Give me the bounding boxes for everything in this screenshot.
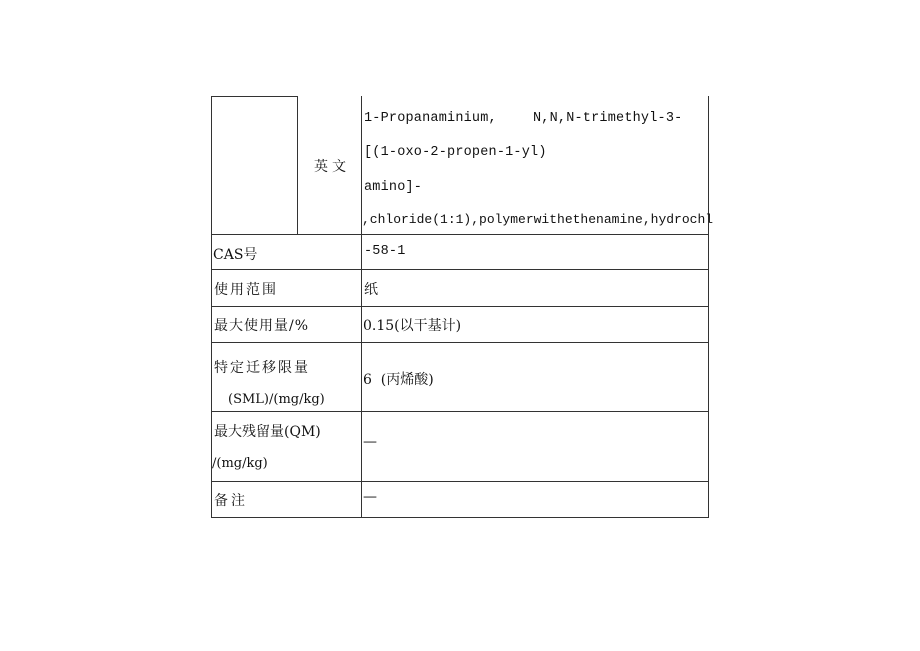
scope-value: 纸 xyxy=(364,282,378,298)
cas-label: CAS号 xyxy=(213,247,258,263)
english-name-line-4: amino]- xyxy=(364,180,423,195)
qm-label-line-2: /(mg/kg) xyxy=(212,456,268,471)
line-row1 xyxy=(211,234,709,235)
line-row6 xyxy=(211,481,709,482)
english-name-line-5: ,chloride(1:1),polymerwithethenamine,hydrochl xyxy=(362,212,714,227)
line-row5 xyxy=(211,411,709,412)
line-row4 xyxy=(211,342,709,343)
line-col1 xyxy=(297,96,298,234)
substance-info-table xyxy=(211,96,714,518)
english-name-line-1: 1-Propanaminium, xyxy=(364,111,497,126)
sml-label-line-1: 特定迁移限量 xyxy=(214,360,310,376)
sml-label-line-2: (SML)/(mg/kg) xyxy=(228,392,325,407)
qm-label-line-1: 最大残留量(QM) xyxy=(214,424,321,440)
english-name-line-3: [(1-oxo-2-propen-1-yl) xyxy=(364,145,547,160)
english-name-line-2: N,N,N-trimethyl-3- xyxy=(533,111,683,126)
scope-label: 使用范围 xyxy=(214,282,278,298)
max-use-label: 最大使用量/% xyxy=(214,318,310,334)
qm-value: — xyxy=(363,434,377,450)
remark-label: 备注 xyxy=(214,493,248,509)
line-right xyxy=(708,96,709,518)
max-use-value: 0.15(以干基计) xyxy=(363,318,462,334)
cas-value: -58-1 xyxy=(364,244,406,259)
line-col2 xyxy=(361,96,362,518)
line-row3 xyxy=(211,306,709,307)
line-bottom xyxy=(211,517,709,518)
sml-value: 6 (丙烯酸) xyxy=(363,372,434,388)
english-name-label: 英文 xyxy=(314,159,350,175)
line-top-left-col xyxy=(211,96,297,97)
line-row2 xyxy=(211,269,709,270)
remark-value: — xyxy=(363,489,377,505)
line-left xyxy=(211,96,212,518)
